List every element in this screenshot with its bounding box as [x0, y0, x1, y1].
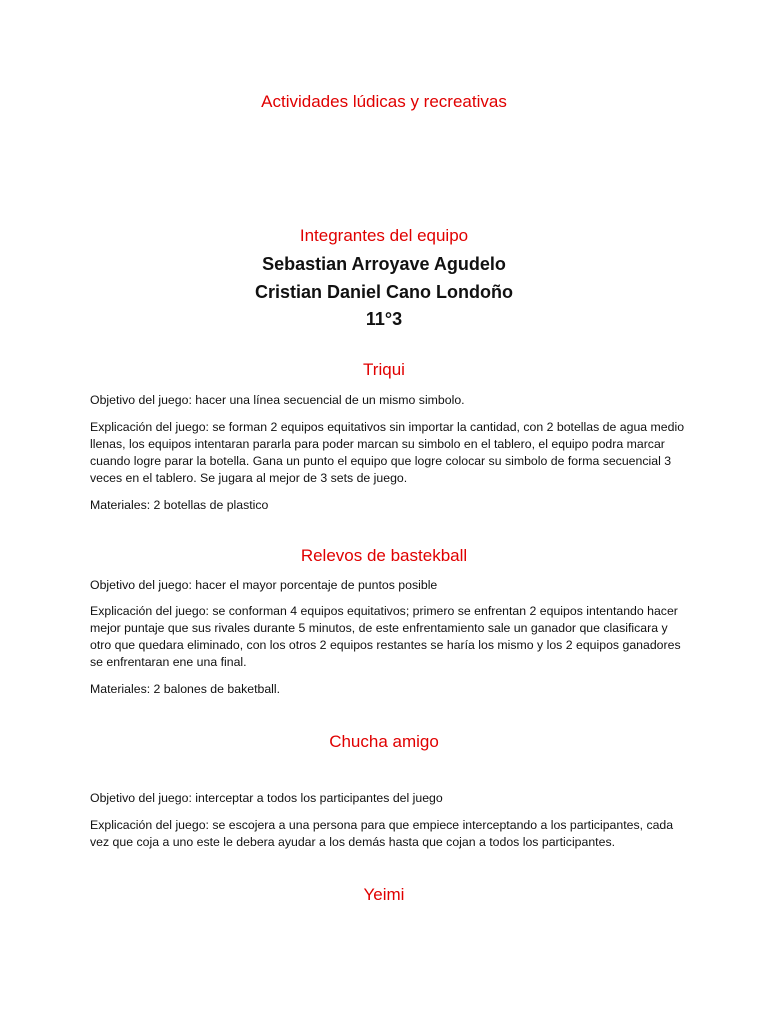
section-paragraph: Objetivo del juego: interceptar a todos los participantes del juego — [90, 791, 443, 805]
document-title: Actividades lúdicas y recreativas — [261, 92, 507, 111]
section-title: Yeimi — [363, 885, 405, 904]
section-paragraph: Materiales: 2 botellas de plastico — [90, 498, 269, 512]
section-title: Triqui — [363, 360, 405, 379]
section-paragraph: Materiales: 2 balones de baketball. — [90, 682, 281, 696]
section-paragraph: Objetivo del juego: hacer el mayor porcentaje de puntos posible — [90, 578, 438, 592]
section-title: Relevos de bastekball — [300, 546, 468, 565]
section-paragraph: Explicación del juego: se forman 2 equipos equitativos sin importar la cantidad, con 2 botellas de agua medio llenas, los equipos intentaran pararla para poder marcan su simbolo en el tablero, el equipo podra marcar cuando logre parar la botella. Gana un punto el equipo que logre colocar su simbolo de forma secuencial 3 veces en el tablero. Se jugara al mejor de 3 sets de juego. — [90, 420, 685, 485]
section-paragraph: Explicación del juego: se conforman 4 equipos equitativos; primero se enfrentan 2 equipos intentando hacer mejor puntaje que sus rivales durante 5 minutos, de este enfrentamiento sale un ganador que clasificara y otro que quedara eliminado, con los otros 2 equipos restantes se haría los mismo y los 2 equipos ganadores se enfrentaran ene una final. — [90, 604, 681, 669]
team-heading: Integrantes del equipo — [299, 226, 469, 245]
team-group: 11°3 — [365, 309, 403, 329]
team-member: Sebastian Arroyave Agudelo — [262, 254, 506, 274]
team-member: Cristian Daniel Cano Londoño — [254, 282, 513, 302]
section-title: Chucha amigo — [329, 732, 439, 751]
section-paragraph: Objetivo del juego: hacer una línea secuencial de un mismo simbolo. — [90, 393, 465, 407]
section-paragraph: Explicación del juego: se escojera a una persona para que empiece interceptando a los participantes, cada vez que coja a uno este le debera ayudar a los demás hasta que cojan a todos los participantes. — [90, 818, 674, 849]
